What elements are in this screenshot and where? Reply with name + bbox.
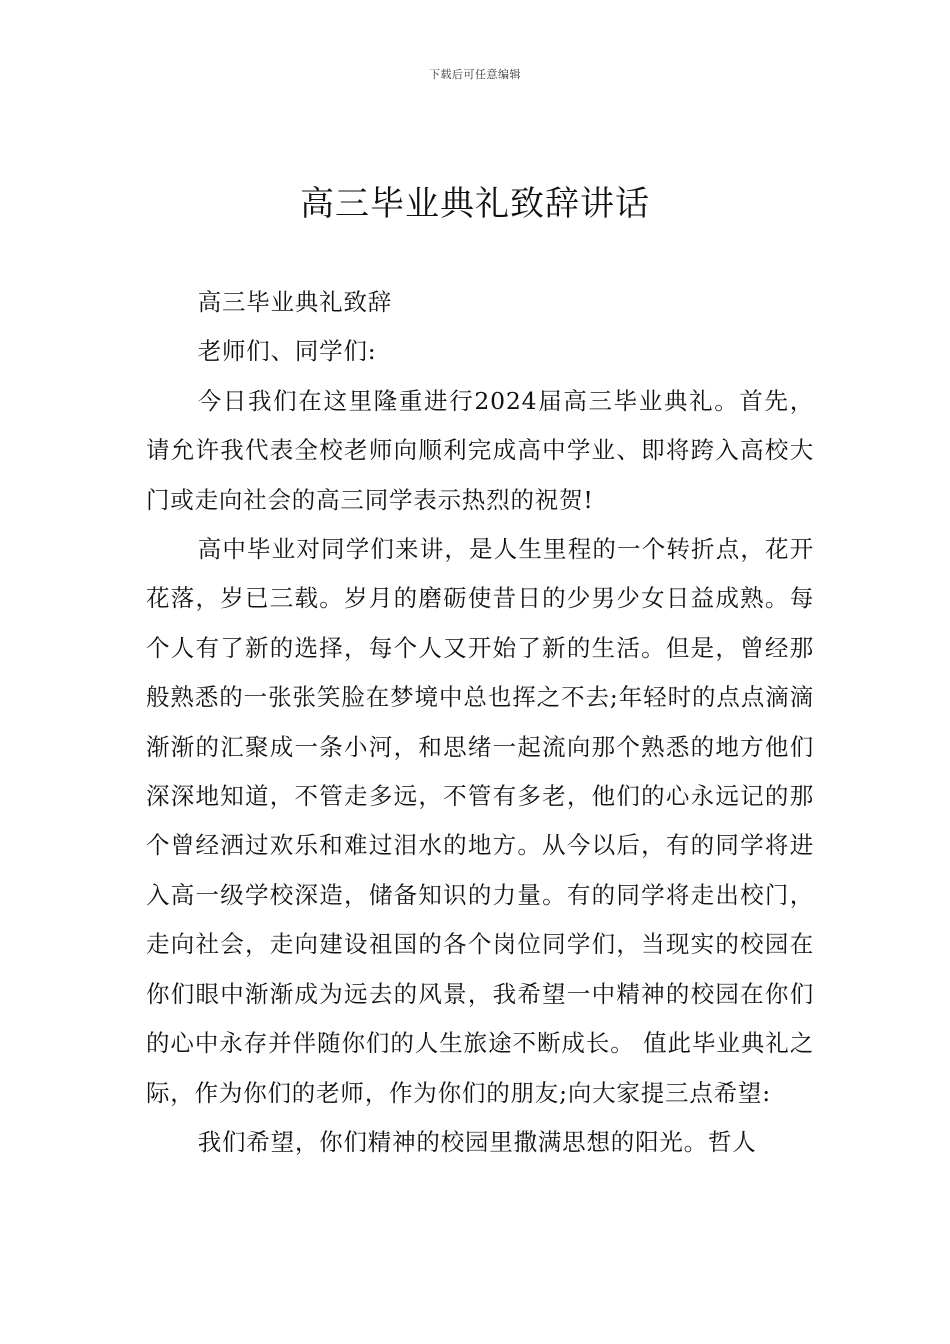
paragraph-opening: 今日我们在这里隆重进行2024届高三毕业典礼。首先，请允许我代表全校老师向顺利完成高中学业、即将跨入高校大门或走向社会的高三同学表示热烈的祝贺! (146, 386, 814, 514)
document-body (146, 278, 814, 1167)
paragraph-salutation: 老师们、同学们: (197, 337, 377, 366)
paragraph-hope: 我们希望，你们精神的校园里撒满思想的阳光。哲人 (197, 1127, 757, 1156)
document-title: 高三毕业典礼致辞讲话 (300, 184, 650, 224)
paragraph-subtitle: 高三毕业典礼致辞 (197, 288, 393, 316)
paragraph-reflection: 高中毕业对同学们来讲，是人生里程的一个转折点，花开花落，岁已三载。岁月的磨砺使昔日的少男少女日益成熟。每个人有了新的选择，每个人又开始了新的生活。但是，曾经那般熟悉的一张张笑脸在梦境中总也挥之不去;年轻时的点点滴滴渐渐的汇聚成一条小河，和思绪一起流向那个熟悉的地方他们深深地知道，不管走多远，不管有多老，他们的心永远记的那个曾经洒过欢乐和难过泪水的地方。从今以后，有的同学将进入高一级学校深造，储备知识的力量。有的同学将走出校门，走向社会，走向建设祖国的各个岗位同学们，当现实的校园在你们眼中渐渐成为远去的风景，我希望一中精神的校园在你们的心中永存并伴随你们的人生旅途不断成长。 值此毕业典礼之际，作为你们的老师，作为你们的朋友;向大家提三点希望: (146, 535, 814, 1107)
header-note: 下载后可任意编辑 (429, 68, 521, 81)
